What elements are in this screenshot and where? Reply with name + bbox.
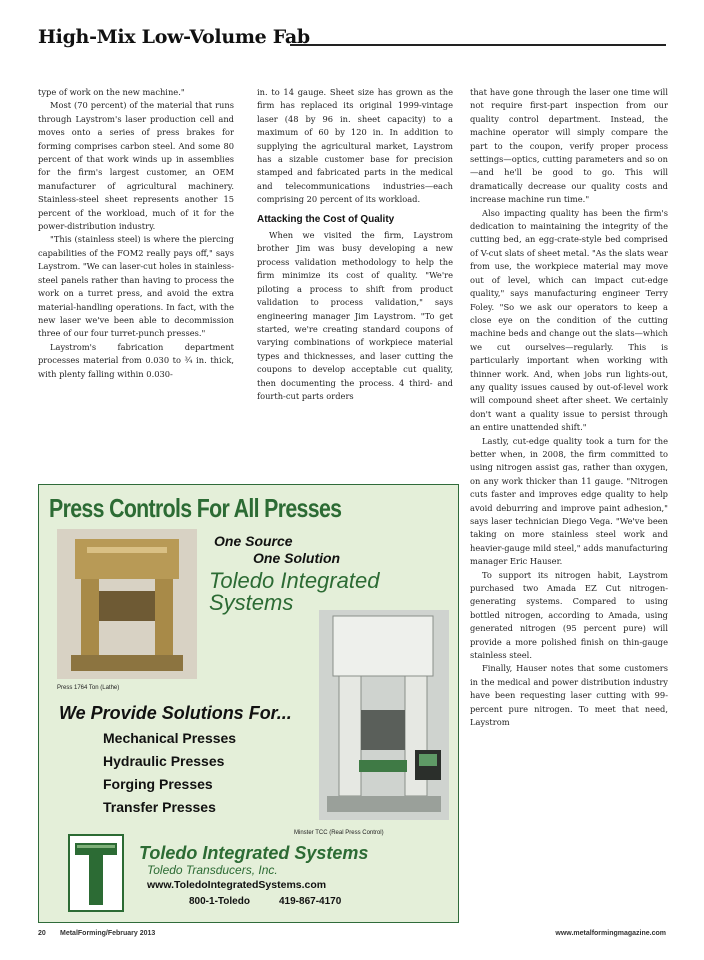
ad-solutions-heading: We Provide Solutions For...	[59, 703, 292, 723]
ad-footer-website-link[interactable]: www.ToledoIntegratedSystems.com	[147, 879, 327, 891]
article-column-1	[38, 86, 234, 476]
ad-tagline-source: One Source	[214, 533, 293, 549]
paragraph: Also impacting quality has been the firm's dedication to maintaining the integrity of the cutting bed, an egg-crate-style bed comprised of V-cut slats of sheet metal. "As the slats wear from use, the workpiece material may move out of level, which can impact cut-edge quality," says manufacturing engineer Terry Foley. "So we ask our operators to keep a close eye on the condition of the cutting machine beds and change out the slats—which we cut ourselves—regularly. This is particularly important when working with thinner work. And, when jobs run lights-out, any quality issues caused by out-of-level work will compound sheet after sheet. We certainly don't want a quality issue to persist through an entire unattended shift."	[470, 207, 668, 433]
paragraph: Finally, Hauser notes that some customers in the medical and power distribution industry have been requesting laser cutting with 99-percent pure nitrogen. To meet that need, Laystrom	[470, 663, 668, 728]
ad-footer	[39, 823, 458, 922]
ad-footer-subsidiary: Toledo Transducers, Inc.	[147, 863, 278, 877]
advertisement[interactable]	[38, 484, 459, 923]
ad-tagline-solution: One Solution	[253, 550, 341, 566]
paragraph: Lastly, cut-edge quality took a turn for the better when, in 2008, the firm committed to using nitrogen assist gas, rather than oxygen, on any work thicker than 11 gauge. "Nitrogen cuts faster and improves edge quality to help avoid deburring and improve paint adhesion," says laser technician Diego Vega. "We've been taking on more stainless steel work and heavier-gauge mild steel," adds manufacturing manager Eric Hauser.	[470, 435, 668, 567]
ad-solution-item: Forging Presses	[103, 776, 213, 792]
section-subhead: Attacking the Cost of Quality	[257, 213, 395, 225]
paragraph: in. to 14 gauge. Sheet size has grown as the firm has replaced its original 1999-vintage laser (48 by 96 in. sheet capacity) to a maximum of 60 by 120 in. In addition to supplying the agricultural market, Laystrom has a sizable customer base for precision stamped and fabricated parts in the medical and telecommunications industries—each comprising 20 percent of its workload.	[257, 87, 453, 205]
press-photo-2	[319, 610, 449, 820]
header-rule	[290, 44, 666, 46]
toledo-t-logo-icon	[67, 833, 125, 913]
paragraph: When we visited the firm, Laystrom brother Jim was busy developing a new process validation methodology to help the firm minimize its cost of quality. "We're piloting a process to shift from product validation to process validation," says engineering manager Jim Laystrom. "To get started, we're creating standard coupons of varying combinations of workpiece material types and thicknesses, and laser cutting the coupons to develop acceptable cut quality, then documenting the process. 4 third- and fourth-cut parts orders	[257, 230, 453, 401]
ad-brand-name: Toledo Integrated Systems	[209, 568, 380, 615]
footer-website: www.metalformingmagazine.com	[555, 930, 666, 937]
ad-footer-company: Toledo Integrated Systems	[139, 843, 369, 863]
ad-solution-item: Mechanical Presses	[103, 730, 237, 746]
paragraph: Most (70 percent) of the material that runs through Laystrom's laser production cell and moves onto a series of press brakes for forming comprises carbon steel. And some 80 percent of that work winds up in assemblies for the firm's largest customer, an OEM manufacturer of agricultural machinery. Stainless-steel sheet represents another 15 percent of the workload, much of it for the power-distribution industry.	[38, 100, 234, 232]
article-column-2	[257, 86, 453, 476]
paragraph: To support its nitrogen habit, Laystrom purchased two Amada EZ Cut nitrogen-generating systems. Compared to using bottled nitrogen, according to Amada, using generated nitrogen (95 percent pure) will provide a more polished finish on thin-gauge stainless steel.	[470, 569, 668, 661]
running-header-title: High-Mix Low-Volume Fab	[38, 26, 310, 48]
photo-caption-1: Press 1764 Ton (Lathe)	[57, 685, 120, 691]
footer-magazine-issue: MetalForming/February 2013	[60, 930, 156, 937]
page-number: 20	[38, 930, 46, 937]
paragraph: "This (stainless steel) is where the piercing capabilities of the FOM2 really pays off," says Laystrom. "We can laser-cut holes in stainless-steel panels rather than having to process the work on a turret press, and avoid the extra material-handling operations. In fact, with the new laser we've been able to decommission three of our four turret-punch presses."	[38, 234, 234, 339]
photo-caption-2: Minster TCC (Real Press Control)	[294, 830, 384, 836]
ad-headline: Press Controls For All Presses	[49, 493, 342, 523]
press-photo-1	[57, 529, 197, 679]
paragraph: Laystrom's fabrication department processes material from 0.030 to ¾ in. thick, with plenty falling within 0.030-	[38, 341, 234, 379]
paragraph: that have gone through the laser one time will not require first-part inspection from our quality control department. Instead, the machine operator will simply compare the part to the coupon, verify proper process settings—optics, cutting parameters and so on—and he'll be good to go. This will dramatically decrease our quality costs and increase machine run time."	[470, 87, 668, 205]
ad-solution-item: Transfer Presses	[103, 799, 216, 815]
ad-solution-item: Hydraulic Presses	[103, 753, 225, 769]
ad-footer-phone-tollfree: 800-1-Toledo	[189, 896, 250, 907]
ad-solutions-list	[103, 727, 236, 819]
article-column-3	[470, 86, 668, 928]
ad-footer-phone: 419-867-4170	[279, 896, 342, 907]
paragraph: type of work on the new machine."	[38, 87, 185, 97]
